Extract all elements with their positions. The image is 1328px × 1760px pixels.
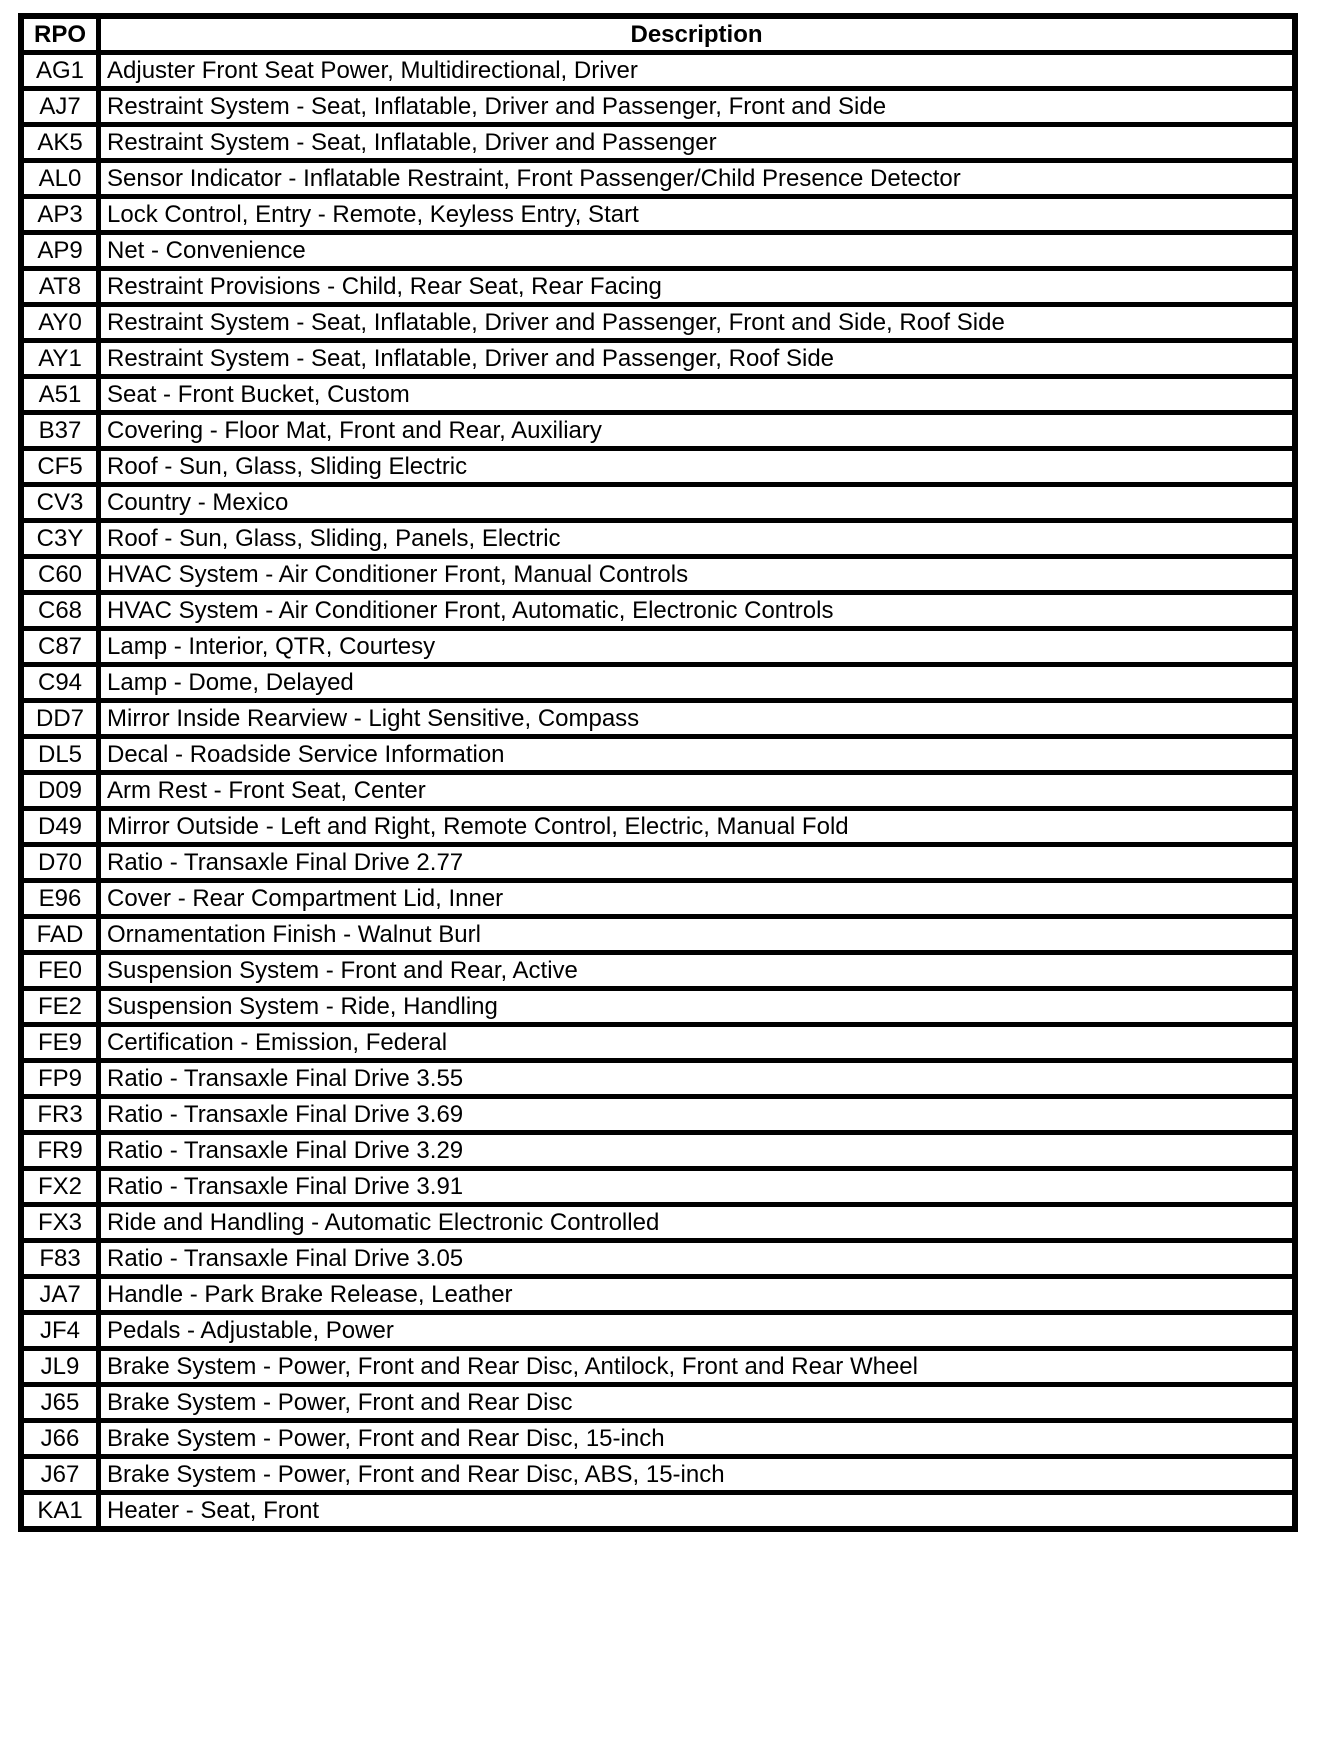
rpo-description: Lamp - Interior, QTR, Courtesy <box>99 629 1296 665</box>
table-row <box>21 197 1295 233</box>
rpo-description: Ratio - Transaxle Final Drive 3.69 <box>99 1097 1296 1133</box>
table-row <box>21 485 1295 521</box>
rpo-description: Heater - Seat, Front <box>99 1493 1296 1530</box>
rpo-description: Handle - Park Brake Release, Leather <box>99 1277 1296 1313</box>
table-row <box>21 557 1295 593</box>
table-row <box>21 1493 1295 1530</box>
rpo-description: Country - Mexico <box>99 485 1296 521</box>
rpo-code: FP9 <box>21 1061 99 1097</box>
rpo-description: Seat - Front Bucket, Custom <box>99 377 1296 413</box>
header-row <box>21 16 1295 53</box>
rpo-description: Brake System - Power, Front and Rear Disc, ABS, 15-inch <box>99 1457 1296 1493</box>
rpo-code: A51 <box>21 377 99 413</box>
rpo-description: Brake System - Power, Front and Rear Disc <box>99 1385 1296 1421</box>
rpo-description: Lock Control, Entry - Remote, Keyless Entry, Start <box>99 197 1296 233</box>
rpo-description: Sensor Indicator - Inflatable Restraint, Front Passenger/Child Presence Detector <box>99 161 1296 197</box>
rpo-description: Roof - Sun, Glass, Sliding, Panels, Electric <box>99 521 1296 557</box>
table-row <box>21 1385 1295 1421</box>
table-row <box>21 809 1295 845</box>
table-row <box>21 593 1295 629</box>
rpo-description: Adjuster Front Seat Power, Multidirectional, Driver <box>99 53 1296 89</box>
table-row <box>21 341 1295 377</box>
rpo-code: FAD <box>21 917 99 953</box>
rpo-code: DD7 <box>21 701 99 737</box>
table-row <box>21 53 1295 89</box>
rpo-code: FE9 <box>21 1025 99 1061</box>
rpo-description: Roof - Sun, Glass, Sliding Electric <box>99 449 1296 485</box>
rpo-code: F83 <box>21 1241 99 1277</box>
rpo-code: FE2 <box>21 989 99 1025</box>
rpo-code: D70 <box>21 845 99 881</box>
rpo-description: Ratio - Transaxle Final Drive 3.91 <box>99 1169 1296 1205</box>
table-row <box>21 1349 1295 1385</box>
rpo-code: AJ7 <box>21 89 99 125</box>
rpo-code: AY0 <box>21 305 99 341</box>
rpo-description: Restraint System - Seat, Inflatable, Driver and Passenger <box>99 125 1296 161</box>
table-row <box>21 1457 1295 1493</box>
rpo-description: Ornamentation Finish - Walnut Burl <box>99 917 1296 953</box>
rpo-description: Decal - Roadside Service Information <box>99 737 1296 773</box>
table-row <box>21 1313 1295 1349</box>
table-row <box>21 1169 1295 1205</box>
description-header: Description <box>99 16 1296 53</box>
table-row <box>21 1133 1295 1169</box>
table-row <box>21 449 1295 485</box>
rpo-description: Certification - Emission, Federal <box>99 1025 1296 1061</box>
rpo-description: Net - Convenience <box>99 233 1296 269</box>
rpo-description: Arm Rest - Front Seat, Center <box>99 773 1296 809</box>
rpo-code: C94 <box>21 665 99 701</box>
table-row <box>21 773 1295 809</box>
rpo-description: Ratio - Transaxle Final Drive 2.77 <box>99 845 1296 881</box>
table-row <box>21 1205 1295 1241</box>
rpo-code: JF4 <box>21 1313 99 1349</box>
table-row <box>21 701 1295 737</box>
rpo-code: KA1 <box>21 1493 99 1530</box>
rpo-code: J67 <box>21 1457 99 1493</box>
rpo-code: AP3 <box>21 197 99 233</box>
rpo-description: Ratio - Transaxle Final Drive 3.05 <box>99 1241 1296 1277</box>
rpo-description: Pedals - Adjustable, Power <box>99 1313 1296 1349</box>
rpo-header: RPO <box>21 16 99 53</box>
rpo-description: Brake System - Power, Front and Rear Disc, 15-inch <box>99 1421 1296 1457</box>
table-row <box>21 521 1295 557</box>
rpo-code: FX3 <box>21 1205 99 1241</box>
table-row <box>21 377 1295 413</box>
table-row <box>21 953 1295 989</box>
rpo-code: JL9 <box>21 1349 99 1385</box>
rpo-code: C3Y <box>21 521 99 557</box>
table-row <box>21 845 1295 881</box>
rpo-description: Restraint System - Seat, Inflatable, Driver and Passenger, Front and Side, Roof Side <box>99 305 1296 341</box>
rpo-description: Lamp - Dome, Delayed <box>99 665 1296 701</box>
table-row <box>21 233 1295 269</box>
table-row <box>21 161 1295 197</box>
table-row <box>21 629 1295 665</box>
rpo-description: Cover - Rear Compartment Lid, Inner <box>99 881 1296 917</box>
rpo-description: Ratio - Transaxle Final Drive 3.29 <box>99 1133 1296 1169</box>
rpo-code: AP9 <box>21 233 99 269</box>
rpo-code: C68 <box>21 593 99 629</box>
rpo-code: C60 <box>21 557 99 593</box>
rpo-code: FE0 <box>21 953 99 989</box>
table-row <box>21 89 1295 125</box>
rpo-code: DL5 <box>21 737 99 773</box>
table-row <box>21 1061 1295 1097</box>
table-row <box>21 413 1295 449</box>
table-row <box>21 305 1295 341</box>
table-row <box>21 1025 1295 1061</box>
rpo-code: AY1 <box>21 341 99 377</box>
rpo-code: CV3 <box>21 485 99 521</box>
table-row <box>21 1421 1295 1457</box>
rpo-code: FR3 <box>21 1097 99 1133</box>
rpo-description: Brake System - Power, Front and Rear Disc, Antilock, Front and Rear Wheel <box>99 1349 1296 1385</box>
rpo-code: J66 <box>21 1421 99 1457</box>
rpo-code: B37 <box>21 413 99 449</box>
table-row <box>21 665 1295 701</box>
rpo-description: Suspension System - Ride, Handling <box>99 989 1296 1025</box>
table-row <box>21 881 1295 917</box>
rpo-code: CF5 <box>21 449 99 485</box>
rpo-code: C87 <box>21 629 99 665</box>
rpo-description: Covering - Floor Mat, Front and Rear, Auxiliary <box>99 413 1296 449</box>
rpo-description: Ratio - Transaxle Final Drive 3.55 <box>99 1061 1296 1097</box>
table-row <box>21 125 1295 161</box>
rpo-code: AT8 <box>21 269 99 305</box>
rpo-description: Mirror Inside Rearview - Light Sensitive, Compass <box>99 701 1296 737</box>
rpo-description: Restraint System - Seat, Inflatable, Driver and Passenger, Front and Side <box>99 89 1296 125</box>
table-row <box>21 269 1295 305</box>
table-row <box>21 989 1295 1025</box>
rpo-code: FX2 <box>21 1169 99 1205</box>
rpo-description: Ride and Handling - Automatic Electronic Controlled <box>99 1205 1296 1241</box>
rpo-code: E96 <box>21 881 99 917</box>
rpo-description: Restraint System - Seat, Inflatable, Driver and Passenger, Roof Side <box>99 341 1296 377</box>
table-row <box>21 917 1295 953</box>
rpo-code: AL0 <box>21 161 99 197</box>
table-row <box>21 737 1295 773</box>
rpo-description: HVAC System - Air Conditioner Front, Automatic, Electronic Controls <box>99 593 1296 629</box>
rpo-description: Mirror Outside - Left and Right, Remote Control, Electric, Manual Fold <box>99 809 1296 845</box>
rpo-code: D49 <box>21 809 99 845</box>
rpo-code: AG1 <box>21 53 99 89</box>
table-row <box>21 1277 1295 1313</box>
rpo-code: FR9 <box>21 1133 99 1169</box>
table-row <box>21 1241 1295 1277</box>
rpo-code: AK5 <box>21 125 99 161</box>
rpo-description: HVAC System - Air Conditioner Front, Manual Controls <box>99 557 1296 593</box>
rpo-code: D09 <box>21 773 99 809</box>
rpo-description: Restraint Provisions - Child, Rear Seat, Rear Facing <box>99 269 1296 305</box>
table-row <box>21 1097 1295 1133</box>
rpo-table <box>18 13 1298 1532</box>
rpo-code: J65 <box>21 1385 99 1421</box>
rpo-description: Suspension System - Front and Rear, Active <box>99 953 1296 989</box>
rpo-code: JA7 <box>21 1277 99 1313</box>
